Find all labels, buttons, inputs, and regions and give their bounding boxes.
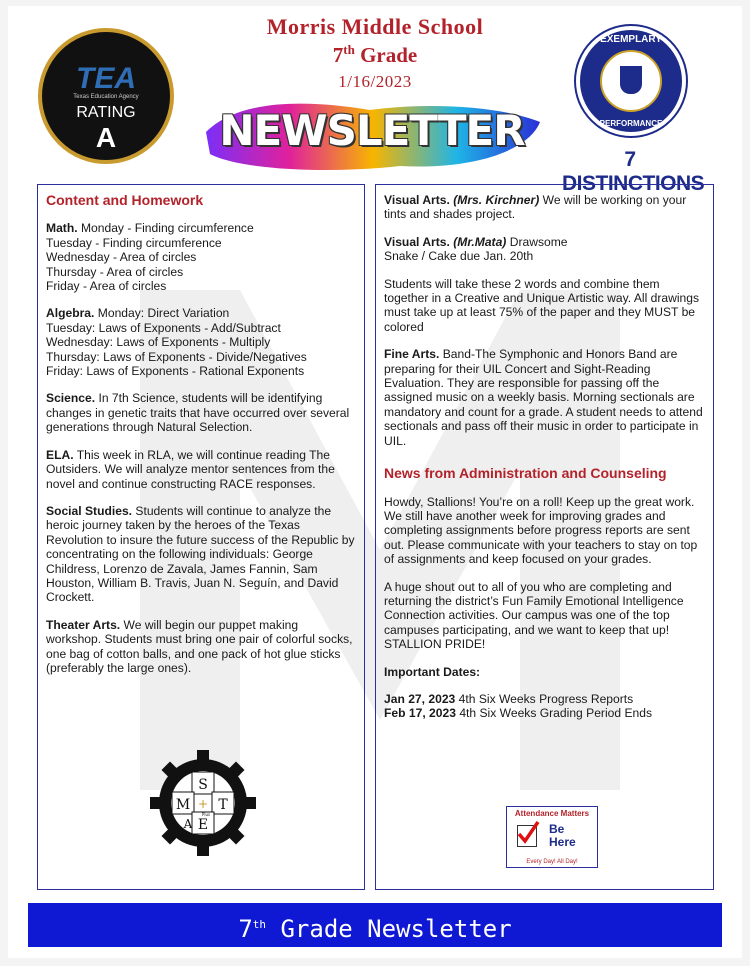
- social-studies-section: Social Studies. Students will continue to analyze the heroic journey taken by the heroes of the Texas Revolution to insure the future success of the Republic by concentrating on the following individuals: George Childress, Lorenzo de Zavala, James Fannin, Sam Houston, William B. Travis, Juan N. Seguín, and David Crockett.: [46, 503, 355, 605]
- section-heading-content-homework: Content and Homework: [46, 192, 204, 208]
- important-dates-list: [384, 692, 705, 721]
- steam-letter-e: E: [197, 817, 209, 833]
- visual-arts-mata-section: Visual Arts. (Mr.Mata) Drawsome Snake / Cake due Jan. 20th: [384, 234, 568, 264]
- exemplary-performance-badge: [576, 26, 686, 136]
- steam-letter-a: A: [183, 817, 193, 831]
- exemplary-label: EXEMPLARY: [600, 34, 662, 45]
- science-section: Science. In 7th Science, students will be identifying changes in genetic traits that have occurred over several generations through Natural Selection.: [46, 391, 350, 435]
- newsletter-banner-text: NEWSLETTER: [219, 106, 525, 155]
- steam-letter-m: M: [175, 797, 191, 813]
- visual-arts-kirchner-section: Visual Arts. (Mrs. Kirchner) We will be working on your tints and shades project.: [384, 193, 687, 222]
- shield-icon: [620, 66, 642, 94]
- distinctions-label: 7 DISTINCTIONS: [562, 148, 705, 195]
- performance-label: PERFORMANCE: [599, 119, 663, 128]
- tea-brand: TEA: [76, 62, 136, 95]
- date-item: Feb 17, 2023 4th Six Weeks Grading Period Ends: [384, 706, 653, 721]
- steam-letter-t: T: [218, 797, 228, 813]
- drawing-instructions: Students will take these 2 words and combine them together in a Creative and Unique Artistic way. All drawings must take up at least 75% of the paper and they MUST be colored: [384, 276, 700, 334]
- algebra-section: Algebra. Monday: Direct Variation Tuesday: Laws of Exponents - Add/Subtract Wednesday: Laws of Exponents - Multiply Thursday: Laws of Exponents - Divide/Negatives Friday: Laws of Exponents - Rational Exponents: [46, 306, 307, 379]
- grade-title: 7th Grade: [332, 42, 418, 67]
- attendance-footer-text: Every Day! All Day!: [526, 859, 578, 865]
- theater-arts-section: Theater Arts. We will begin our puppet making workshop. Students must bring one pair of colorful socks, one bag of cotton balls, and one pack of hot glue sticks (preferably the large ones).: [46, 617, 353, 675]
- newsletter-banner: [200, 92, 544, 176]
- math-section: Math. Monday - Finding circumference Tuesday - Finding circumference Wednesday - Area of circles Thursday - Area of circles Friday - Area of circles: [46, 221, 254, 294]
- fine-arts-section: Fine Arts. Band-The Symphonic and Honors Band are preparing for their UIL Concert and Sight-Reading Evaluation. They are responsible for passing off the assigned music on a weekly basis. Morning sectionals are mandatory and count for a grade. A student needs to attend sectionals and pass off their music in order to participate in UIL.: [384, 347, 703, 448]
- important-dates-heading: Important Dates:: [384, 664, 481, 679]
- school-name: Morris Middle School: [266, 14, 484, 39]
- tea-rating-grade: A: [95, 122, 117, 153]
- steam-plus-label: Plus: [201, 812, 211, 817]
- be-here-text: Be Here: [549, 822, 576, 849]
- attendance-title: Attendance Matters: [514, 809, 590, 818]
- footer-banner: 7th Grade Newsletter: [28, 903, 722, 947]
- arts-admin-column: [375, 184, 714, 890]
- ela-section: ELA. This week in RLA, we will continue reading The Outsiders. We will analyze mentor sentences from the novel and continue constructing RACE responses.: [46, 447, 335, 491]
- school-seal: [600, 50, 662, 112]
- steam-plus-icon: +: [197, 797, 209, 811]
- section-heading-admin-counseling: News from Administration and Counseling: [384, 465, 667, 482]
- tea-rating-label: RATING: [76, 104, 136, 121]
- attendance-matters-badge: [506, 806, 598, 868]
- checkmark-box-icon: [517, 825, 537, 847]
- tea-subtitle: Texas Education Agency: [73, 94, 139, 100]
- admin-message-2: A huge shout out to all of you who are completing and returning the district’s Fun Family Emotional Intelligence Connection activities. Our campus was one of the top campuses participating, and we want to keep that up! STALLION PRIDE!: [384, 579, 684, 652]
- date-item: Jan 27, 2023 4th Six Weeks Progress Reports: [384, 691, 634, 706]
- steam-letter-s: S: [198, 777, 208, 793]
- steam-plus-gear-logo: [148, 748, 258, 858]
- admin-message-1: Howdy, Stallions! You’re on a roll! Keep up the great work. We still have another week for improving grades and completing assignments before progress reports are sent out. Please communicate with your teachers to stay on top of assignments and keep focused on your grades.: [384, 494, 698, 567]
- newsletter-date: 1/16/2023: [338, 72, 412, 91]
- checkmark-icon: [516, 820, 540, 846]
